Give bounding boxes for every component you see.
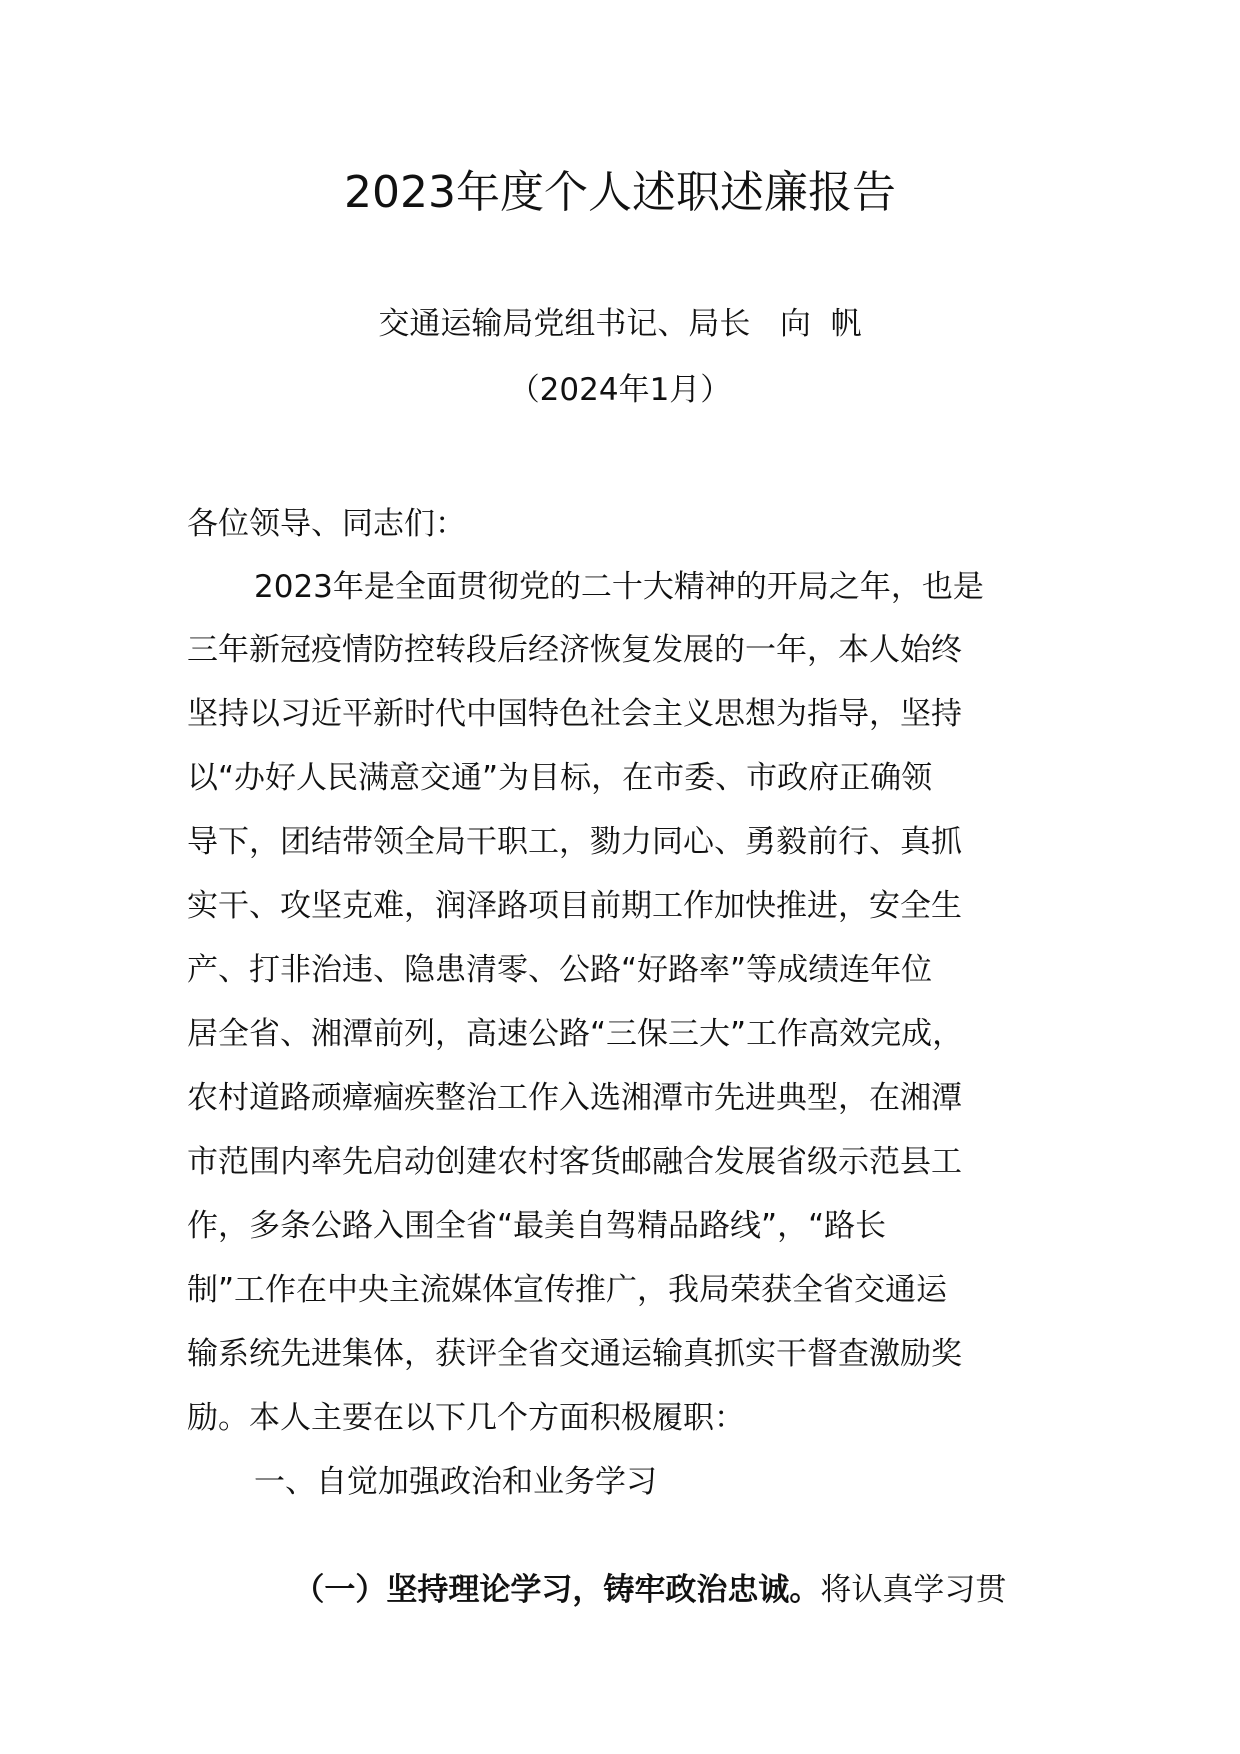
body-line-4: 以“办好人民满意交通”为目标，在市委、市政府正确领 (187, 760, 933, 796)
body-line-9: 农村道路顽瘴痼疾整治工作入选湘潭市先进典型，在湘潭 (187, 1080, 962, 1116)
body-line-14: 励。本人主要在以下几个方面积极履职： (187, 1400, 745, 1436)
body-line-6: 实干、攻坚克难，润泽路项目前期工作加快推进，安全生 (187, 888, 962, 924)
salutation: 各位领导、同志们： (187, 506, 466, 542)
body-line-10: 市范围内率先启动创建农村客货邮融合发展省级示范县工 (187, 1144, 962, 1180)
body-line-13: 输系统先进集体，获评全省交通运输真抓实干督查激励奖 (187, 1336, 962, 1372)
subsection-heading-bold: （一）坚持理论学习，铸牢政治忠诚。 (293, 1572, 821, 1608)
body-line-3: 坚持以习近平新时代中国特色社会主义思想为指导，坚持 (187, 696, 962, 732)
subsection-paragraph (254, 1524, 1006, 1656)
body-line-11: 作，多条公路入围全省“最美自驾精品路线”，“路长 (187, 1208, 887, 1244)
subsection-text: 将认真学习贯 (820, 1572, 1007, 1608)
body-line-5: 导下，团结带领全局干职工，勠力同心、勇毅前行、真抓 (187, 824, 962, 860)
body-line-7: 产、打非治违、隐患清零、公路“好路率”等成绩连年位 (187, 952, 933, 988)
body-line-8: 居全省、湘潭前列，高速公路“三保三大”工作高效完成， (187, 1016, 964, 1052)
body-line-1: 2023年是全面贯彻党的二十大精神的开局之年，也是 (254, 569, 984, 605)
body-line-2: 三年新冠疫情防控转段后经济恢复发展的一年，本人始终 (187, 632, 962, 668)
report-date: （2024年1月） (508, 372, 732, 408)
body-line-12: 制”工作在中央主流媒体宣传推广，我局荣获全省交通运 (187, 1272, 948, 1308)
document-title: 2023年度个人述职述廉报告 (344, 167, 896, 218)
author-byline: 交通运输局党组书记、局长 向 帆 (378, 306, 862, 342)
section-heading: 一、自觉加强政治和业务学习 (254, 1464, 657, 1500)
